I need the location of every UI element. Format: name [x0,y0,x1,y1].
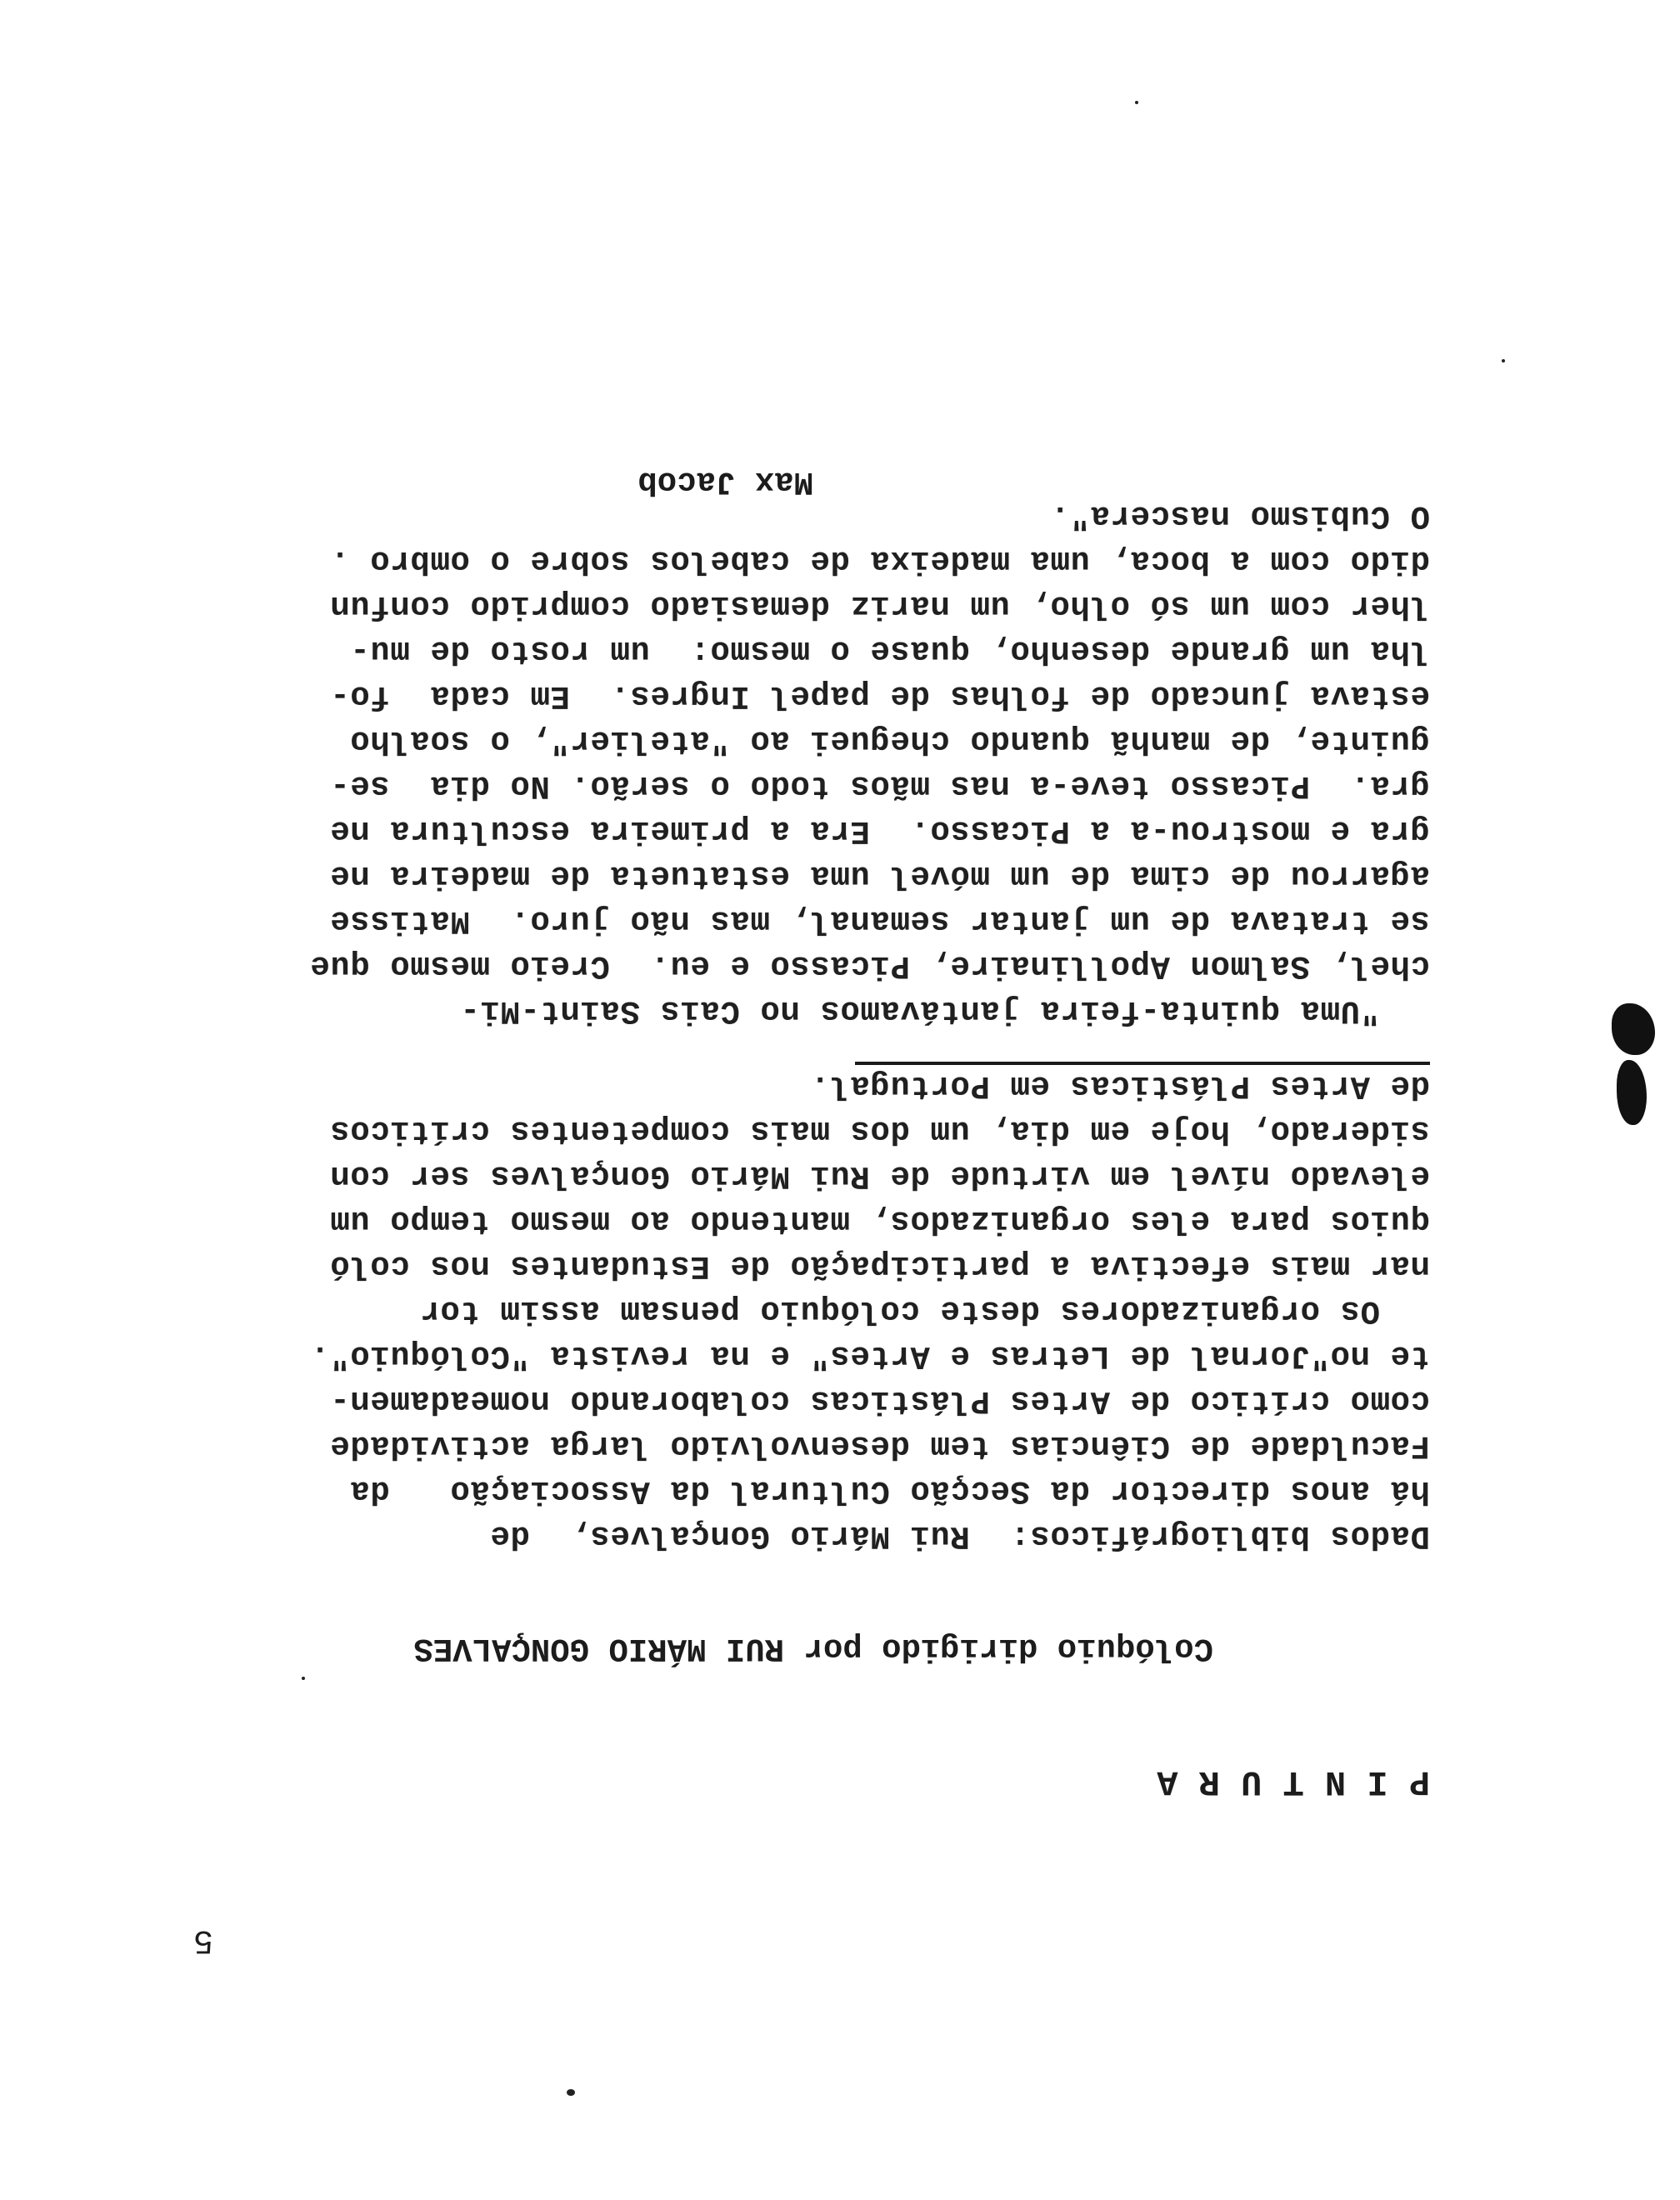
organizers-line: quios para eles organizados, mantendo ao mesmo tempo um [329,1202,1430,1239]
bio-line: há anos director da Secção Cultural da Associação da [349,1472,1430,1509]
quote-line: lha um grande desenho, quase o mesmo: um rosto de mu- [349,632,1430,669]
organizers-line: Os organizadores deste colóquio pensam assim tor [419,1292,1380,1329]
bio-line: Dados bibliográficos: Rui Mário Gonçalves, de [489,1518,1430,1554]
section-divider [855,1062,1430,1065]
bio-line: Faculdade de Ciências tem desenvolvido larga actividade [329,1428,1430,1464]
colloquium-subtitle: Colóquio dirigido por RUI MÁRIO GONÇALVES [413,1630,1213,1667]
quote-line: lher com um só olho, um nariz demasiado comprido confun [329,588,1430,624]
organizers-line: de Artes Plásticas em Portugal. [809,1068,1430,1104]
quote-line: O Cubismo nascera". [1049,498,1430,534]
quote-line: chel, Salmon Apollinaire, Picasso e eu. Creio mesmo que [309,948,1430,984]
quote-line: gra. Picasso teve-a nas mãos todo o serão. No dia se- [329,768,1430,804]
quote-line: dido com a boca, uma madeixa de cabelos sobre o ombro . [329,542,1430,579]
page-number: 5 [192,1921,213,1958]
quote-line: guinte, de manhã quando cheguei ao "atelier", o soalho [349,722,1430,759]
scan-speck [302,1677,305,1680]
ink-blot [1612,1003,1655,1055]
quote-line: estava juncado de folhas de papel Ingres. Em cada fo- [329,678,1430,714]
quote-line: agarrou de cima de um móvel uma estatueta de madeira ne [329,858,1430,894]
organizers-line: siderado, hoje em dia, um dos mais competentes críticos [329,1112,1430,1149]
scan-speck [1135,101,1138,104]
bio-line: te no"Jornal de Letras e Artes" e na revista "Colóquio". [309,1338,1430,1374]
section-heading: P I N T U R A [1157,1762,1430,1802]
organizers-line: elevado nível em virtude de Rui Mário Gonçalves ser con [329,1158,1430,1194]
quote-line: "Uma quinta-feira jantávamos no Cais Saint-Mi- [459,992,1380,1029]
quote-line: gra e mostrou-a a Picasso. Era a primeira escultura ne [329,812,1430,849]
scan-speck [567,2089,575,2096]
organizers-line: nar mais efectiva a participação de Estudantes nos coló [329,1248,1430,1284]
scan-speck [1502,359,1505,362]
bio-line: como crítico de Artes Plásticas colaborando nomeadamen- [329,1382,1430,1419]
ink-blot [1617,1060,1647,1125]
quote-line: se tratava de um jantar semanal, mas não juro. Matisse [329,902,1430,939]
quote-author: Max Jacob [638,463,813,500]
